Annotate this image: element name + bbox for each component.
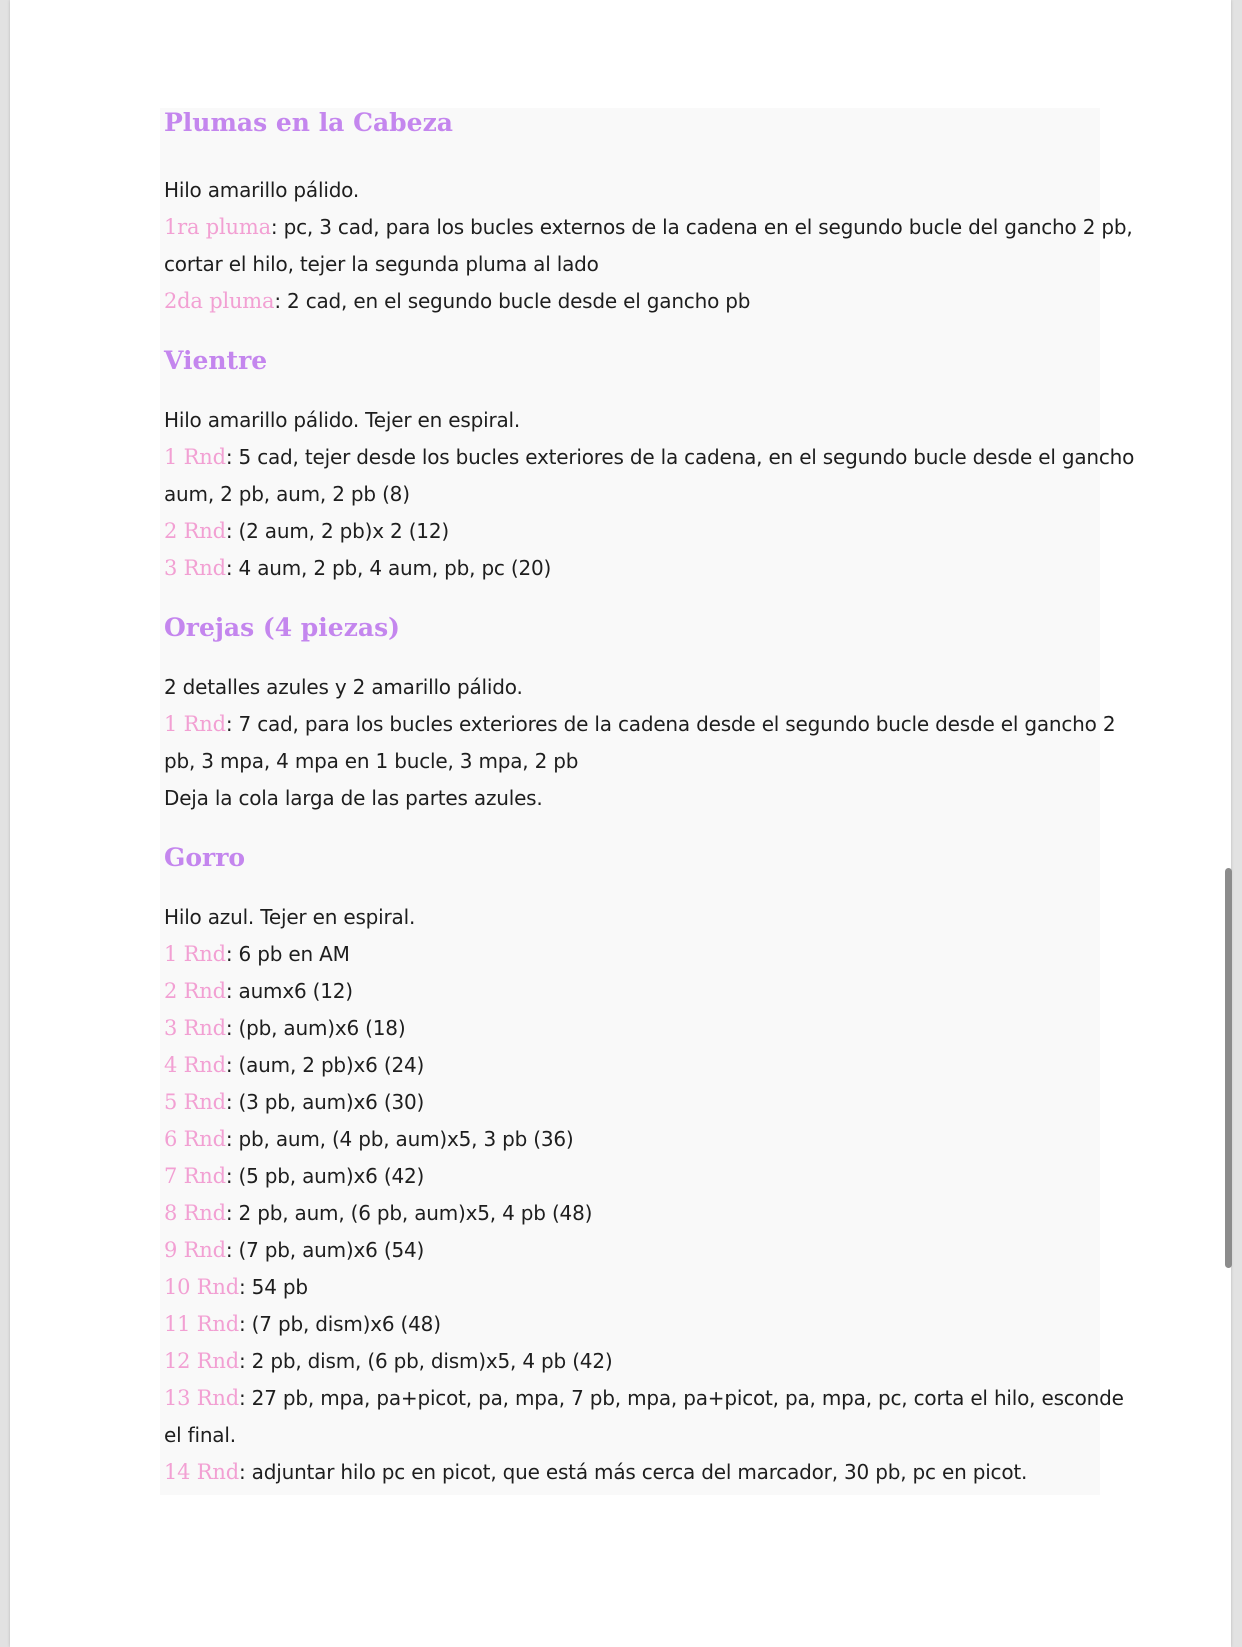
row-label: 4 Rnd [164,1053,226,1077]
row-text: : (aum, 2 pb)x6 (24) [225,1053,425,1077]
section-title-plumas: Plumas en la Cabeza [164,108,453,137]
row-label: 3 Rnd [164,556,226,580]
instruction-line [164,1380,1124,1417]
spacer [164,817,1100,839]
instruction-line [164,1121,1100,1158]
row-text: : (7 pb, aum)x6 (54) [225,1238,425,1262]
instruction-line [164,706,1116,743]
text: pb, 3 mpa, 4 mpa en 1 bucle, 3 mpa, 2 pb [164,749,579,773]
row-text: : 2 cad, en el segundo bucle desde el gancho pb [274,289,751,313]
document-content [160,108,1135,1495]
document-page [10,0,1231,1647]
row-text: : 5 cad, tejer desde los bucles exteriores de la cadena, en el segundo bucle desde el gancho [225,445,1135,469]
text: aum, 2 pb, aum, 2 pb (8) [164,482,410,506]
row-text: : 2 pb, aum, (6 pb, aum)x5, 4 pb (48) [225,1201,593,1225]
instruction-line [164,1195,1100,1232]
row-label: 13 Rnd [164,1386,239,1410]
row-label: 12 Rnd [164,1349,239,1373]
row-label: 1ra pluma [164,215,271,239]
instruction-line [164,1084,1100,1121]
row-label: 5 Rnd [164,1090,226,1114]
section-title-vientre: Vientre [164,346,268,375]
instruction-line [164,1454,1100,1491]
row-text: : aumx6 (12) [225,979,353,1003]
row-label: 2 Rnd [164,979,226,1003]
instruction-line [164,1232,1100,1269]
instruction-line [164,439,1135,476]
row-label: 1 Rnd [164,445,226,469]
row-text: : 6 pb en AM [225,942,350,966]
row-label: 1 Rnd [164,942,226,966]
text: el final. [164,1423,236,1447]
paragraph [164,402,1100,439]
text: Hilo azul. Tejer en espiral. [164,905,416,929]
paragraph [164,899,1100,936]
spacer [164,587,1100,609]
instruction-line [164,209,1133,246]
instruction-line [164,936,1100,973]
vertical-scrollbar[interactable] [1225,868,1232,1268]
instruction-line [164,550,1100,587]
paragraph [164,172,1100,209]
row-text: : (pb, aum)x6 (18) [225,1016,406,1040]
row-label: 9 Rnd [164,1238,226,1262]
row-label: 14 Rnd [164,1460,239,1484]
row-text: : (5 pb, aum)x6 (42) [225,1164,425,1188]
row-label: 10 Rnd [164,1275,239,1299]
row-label: 7 Rnd [164,1164,226,1188]
instruction-line [164,1343,1100,1380]
instruction-line [164,513,1100,550]
row-label: 3 Rnd [164,1016,226,1040]
text: Hilo amarillo pálido. [164,178,360,202]
instruction-continuation [164,1417,1100,1454]
text: 2 detalles azules y 2 amarillo pálido. [164,675,523,699]
text: Hilo amarillo pálido. Tejer en espiral. [164,408,521,432]
row-text: : pb, aum, (4 pb, aum)x5, 3 pb (36) [225,1127,574,1151]
row-text: : 2 pb, dism, (6 pb, dism)x5, 4 pb (42) [238,1349,613,1373]
row-label: 11 Rnd [164,1312,239,1336]
row-text: : (3 pb, aum)x6 (30) [225,1090,425,1114]
paragraph [164,669,1100,706]
instruction-line [164,1306,1100,1343]
section-title-gorro: Gorro [164,843,246,872]
row-label: 6 Rnd [164,1127,226,1151]
instruction-line [164,1158,1100,1195]
row-text: : 7 cad, para los bucles exteriores de la cadena desde el segundo bucle desde el gancho 2 [225,712,1116,736]
instruction-continuation [164,476,1100,513]
instruction-line [164,1047,1100,1084]
row-label: 1 Rnd [164,712,226,736]
row-text: : 54 pb [238,1275,308,1299]
row-text: : adjuntar hilo pc en picot, que está más cerca del marcador, 30 pb, pc en picot. [238,1460,1028,1484]
row-text: : pc, 3 cad, para los bucles externos de la cadena en el segundo bucle del gancho 2 pb, [270,215,1133,239]
instruction-continuation [164,743,1100,780]
spacer [164,320,1100,342]
instruction-line [164,973,1100,1010]
text: cortar el hilo, tejer la segunda pluma al lado [164,252,599,276]
row-text: : (7 pb, dism)x6 (48) [238,1312,441,1336]
instruction-continuation [164,246,1100,283]
row-text: : 27 pb, mpa, pa+picot, pa, mpa, 7 pb, mpa, pa+picot, pa, mpa, pc, corta el hilo, esconde [238,1386,1124,1410]
instruction-line [164,1269,1100,1306]
row-text: : 4 aum, 2 pb, 4 aum, pb, pc (20) [225,556,552,580]
paragraph [164,780,1100,817]
instruction-line [164,283,1100,320]
text: Deja la cola larga de las partes azules. [164,786,543,810]
instruction-line [164,1010,1100,1047]
row-label: 2 Rnd [164,519,226,543]
row-text: : (2 aum, 2 pb)x 2 (12) [225,519,449,543]
row-label: 8 Rnd [164,1201,226,1225]
section-title-orejas: Orejas (4 piezas) [164,613,400,642]
row-label: 2da pluma [164,289,275,313]
